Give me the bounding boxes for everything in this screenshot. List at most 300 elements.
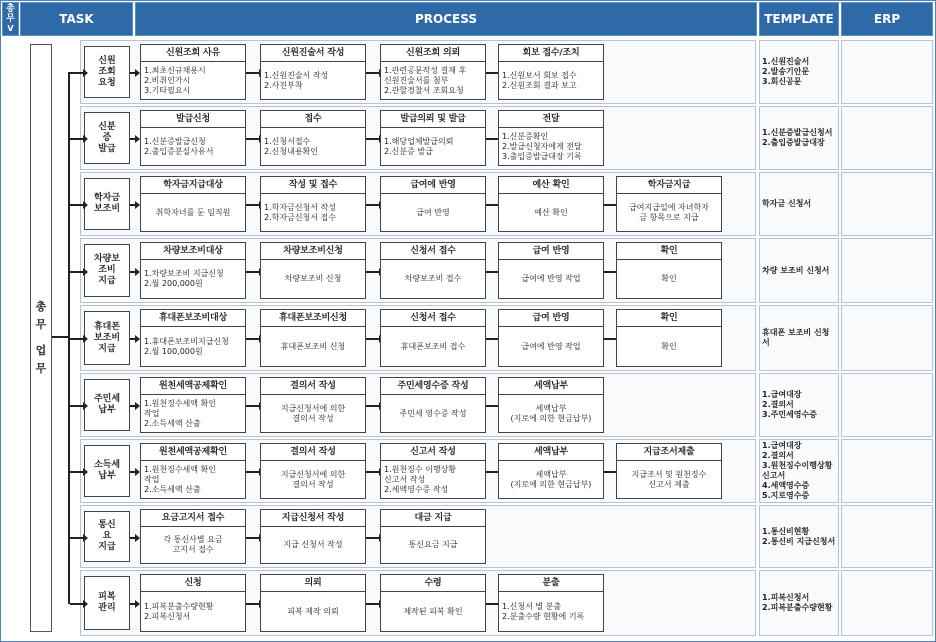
process-step (140, 574, 246, 632)
process-step-body (499, 395, 603, 432)
process-step (498, 44, 604, 100)
flow-arrow (366, 405, 380, 407)
erp-cell (841, 40, 933, 104)
erp-cell (841, 439, 933, 503)
process-step-title: 차량보조비신청 (261, 243, 365, 260)
process-step (380, 110, 486, 166)
process-step-title: 학자금지급대상 (141, 177, 245, 194)
process-step (616, 242, 722, 299)
process-step-line: 2.신분증 발급 (384, 146, 433, 156)
process-step-line: 지급신청서에 의한 (280, 469, 346, 479)
task-label-line: 보조비 (93, 204, 121, 214)
side-header-char: 무 (6, 14, 15, 24)
flow-arrow (130, 471, 136, 473)
process-step-body (381, 395, 485, 432)
process-step-line: 급여 반영 (416, 207, 450, 217)
process-step-line: 1.신원보서 회보 접수 (502, 70, 577, 80)
process-step (380, 242, 486, 299)
process-step-title: 분출 (499, 575, 603, 592)
process-step-line: 1.신청서접수 (264, 136, 311, 146)
process-step-title: 대금 지급 (381, 510, 485, 527)
process-step (380, 309, 486, 367)
process-step-body (261, 62, 365, 99)
process-step-line: 1.피복분출수량현황 (144, 601, 214, 611)
template-cell (759, 373, 839, 437)
task-label-line: 주민세 (93, 394, 121, 404)
task-label-line: 학자금 (93, 193, 121, 203)
flow-arrow (130, 603, 136, 605)
task-label-line: 차량보 (93, 254, 121, 264)
process-step-body (381, 527, 485, 563)
process-step-line: 신원진술서를 첨부 (384, 75, 449, 85)
task-branch-arrow (70, 72, 84, 74)
template-cell (759, 40, 839, 104)
process-step-body (617, 194, 721, 231)
flow-arrow (130, 72, 136, 74)
process-step (380, 574, 486, 632)
task-label-line: 피복 (98, 592, 116, 602)
process-step-line: 1.해당업체발급의뢰 (384, 136, 454, 146)
erp-cell (841, 570, 933, 636)
process-step (260, 574, 366, 632)
process-step (140, 242, 246, 299)
process-step (260, 242, 366, 299)
template-line: 1.통신비현황 (762, 526, 810, 536)
process-step-title: 접수 (261, 111, 365, 128)
process-step-title: 세액납부 (499, 378, 603, 395)
category-char: 총 (35, 300, 47, 313)
process-step-line: 2.세액영수증 작성 (384, 484, 449, 494)
task-label-line: 요 (102, 531, 112, 541)
task-branch-arrow (70, 204, 84, 206)
process-step-line: 급여에 반영 작업 (521, 274, 581, 283)
process-step-title: 신고서 작성 (381, 444, 485, 461)
process-step-line: (지로에 의한 현금납부) (510, 413, 592, 423)
process-step-line: 제작된 피복 확인 (403, 606, 463, 616)
process-step-body (499, 62, 603, 99)
process-step-line: 작업 (144, 408, 160, 418)
process-step (616, 443, 722, 499)
flow-arrow (246, 271, 260, 273)
template-line: 3.회신공문 (762, 77, 802, 86)
template-line: 휴대폰 보조비 신청서 (762, 328, 830, 347)
process-step-line: 1.휴대폰보조비지급신청 (144, 336, 229, 346)
process-step (260, 110, 366, 166)
template-line: 2.통신비 지급신청서 (762, 536, 836, 546)
process-step-line: 각 통신사별 요금 (163, 535, 223, 544)
task-label-line: 소득세 (93, 460, 121, 470)
process-step-line: 1.신분증확인 (502, 131, 549, 141)
process-step (498, 377, 604, 433)
process-step-title: 신청서 접수 (381, 310, 485, 327)
process-step-line: 취학자녀를 둔 임직원 (155, 207, 231, 217)
category-char: 무 (35, 318, 47, 331)
process-step-title: 원천세액공제확인 (141, 378, 245, 395)
process-step-body (261, 327, 365, 366)
task-branch-arrow (70, 405, 84, 407)
template-line: 학자금 신청서 (762, 199, 812, 208)
task-branch-arrow (70, 471, 84, 473)
process-step-line: 결의서 작성 (292, 413, 334, 423)
process-step (616, 176, 722, 232)
task-branch-arrow (70, 138, 84, 140)
process-step-line: 지급 신청서 작성 (283, 540, 343, 549)
process-step-body (381, 327, 485, 366)
template-cell (759, 238, 839, 303)
process-step-line: 주민세 영수증 작성 (399, 408, 467, 418)
process-step-title: 휴대폰보조비대상 (141, 310, 245, 327)
process-step-body (141, 527, 245, 563)
category-box (30, 44, 52, 632)
process-step (140, 377, 246, 433)
process-step-title: 원천세액공제확인 (141, 444, 245, 461)
process-step-line: 2.피복신청서 (144, 611, 191, 621)
erp-cell (841, 172, 933, 236)
process-step-body (141, 194, 245, 231)
task-label-line: 요청 (98, 77, 116, 88)
process-step-body (141, 62, 245, 99)
task-label-line: 지급 (98, 542, 116, 552)
process-step-title: 학자금지급 (617, 177, 721, 194)
process-step-title: 지급신청서 작성 (261, 510, 365, 527)
template-line: 1.신분증발급신청서 (762, 128, 833, 137)
process-step-body (141, 592, 245, 631)
task-box (84, 445, 130, 497)
task-box (84, 379, 130, 431)
process-step-line: 2.학자금신청서 접수 (264, 212, 336, 222)
flow-arrow (246, 537, 260, 539)
process-step-body (381, 62, 485, 99)
process-step (140, 176, 246, 232)
process-step-title: 수령 (381, 575, 485, 592)
process-step-line: 세액납부 (535, 403, 567, 413)
process-step-body (499, 327, 603, 366)
process-step-title: 확인 (617, 243, 721, 260)
process-step-line: 세액납부 (535, 469, 567, 479)
template-line: 1.피복신청서 (762, 593, 810, 602)
process-step-line: 1.관련공문작성 결재 후 (384, 65, 467, 75)
template-line: 신고서 (762, 471, 786, 480)
process-step-title: 의뢰 (261, 575, 365, 592)
category-char: 무 (35, 362, 47, 375)
process-step-body (617, 260, 721, 298)
process-step-line: 2.분출수량 현황에 기록 (502, 611, 585, 621)
task-box (84, 511, 130, 562)
process-step-body (499, 194, 603, 231)
process-step-body (381, 194, 485, 231)
process-step-line: 2.월 100,000원 (144, 346, 203, 356)
process-step-body (261, 461, 365, 498)
task-label-line: 관리 (98, 603, 116, 613)
process-step-title: 발급신청 (141, 111, 245, 128)
process-step-line: 1.최초신규채용시 (144, 65, 206, 75)
erp-cell (841, 106, 933, 170)
template-line: 3.주민세영수증 (762, 410, 817, 419)
process-step-line: 2.소득세액 산출 (144, 418, 201, 428)
task-box (84, 178, 130, 230)
task-label-line: 신원 (98, 55, 116, 66)
template-line: 2.출입증발급대장 (762, 138, 825, 147)
task-label-line: 조회 (98, 66, 116, 77)
process-step (616, 309, 722, 367)
process-step-line: 지급조서 및 원천징수 (631, 469, 707, 479)
flow-arrow (366, 72, 380, 74)
template-line: 2.결의서 (762, 400, 794, 409)
flow-arrow (366, 338, 380, 340)
process-step-line: 차량보조비 접수 (404, 274, 462, 283)
flow-arrow (246, 603, 260, 605)
process-step-body (141, 395, 245, 432)
process-step-body (261, 592, 365, 631)
process-step-title: 주민세영수증 작성 (381, 378, 485, 395)
task-label-line: 납부 (98, 471, 116, 481)
process-step-body (617, 461, 721, 498)
erp-cell (841, 238, 933, 303)
template-line: 2.결의서 (762, 451, 794, 460)
process-step-line: 고지서 접수 (172, 545, 214, 554)
process-step (260, 509, 366, 564)
process-step-line: 2.사진부착 (264, 80, 303, 90)
process-step (380, 176, 486, 232)
flow-arrow (366, 603, 380, 605)
process-step-title: 신청서 접수 (381, 243, 485, 260)
process-step-title: 예산 확인 (499, 177, 603, 194)
flow-arrow (130, 271, 136, 273)
flow-arrow (366, 138, 380, 140)
process-step-title: 전달 (499, 111, 603, 128)
process-step-line: 확인 (661, 274, 677, 283)
task-box (84, 112, 130, 164)
process-step-body (261, 194, 365, 231)
side-header-char: 총 (6, 4, 15, 14)
template-line: 2.발송기안문 (762, 67, 810, 76)
process-step-title: 확인 (617, 310, 721, 327)
process-step-line: (지로에 의한 현금납부) (510, 479, 592, 489)
template-line: 4.세액영수증 (762, 481, 810, 490)
process-step-line: 차량보조비 신청 (284, 274, 342, 283)
process-step (140, 309, 246, 367)
process-step (140, 44, 246, 100)
task-branch-arrow (70, 537, 84, 539)
process-step-body (141, 128, 245, 165)
process-step (380, 44, 486, 100)
flow-arrow (366, 471, 380, 473)
flow-arrow (246, 72, 260, 74)
template-line: 2.피복분출수량현황 (762, 603, 833, 612)
process-step (140, 509, 246, 564)
template-cell (759, 570, 839, 636)
process-step-title: 작성 및 접수 (261, 177, 365, 194)
process-step-line: 1.학자금신청서 작성 (264, 202, 336, 212)
process-step (140, 443, 246, 499)
template-line: 1.신원진술서 (762, 57, 810, 66)
flow-arrow (130, 138, 136, 140)
process-step-line: 확인 (661, 341, 677, 351)
task-header: TASK (20, 2, 133, 36)
process-step (260, 443, 366, 499)
flow-arrow (246, 471, 260, 473)
flow-arrow (130, 405, 136, 407)
process-step-body (261, 395, 365, 432)
process-step-title: 급여 반영 (499, 310, 603, 327)
task-branch-arrow (70, 338, 84, 340)
task-branch-arrow (70, 603, 84, 605)
process-step-line: 1.원천징수 이행상황 (384, 464, 456, 474)
process-step-line: 예산 확인 (534, 207, 568, 217)
process-step-line: 2.관할경찰서 조회요청 (384, 85, 464, 95)
process-step-line: 2.발급신청자에게 전달 (502, 141, 582, 151)
process-step-line: 2.출입증분실사유서 (144, 146, 214, 156)
process-step-line: 휴대폰보조비 신청 (280, 341, 346, 351)
process-step (498, 110, 604, 166)
process-step-line: 1.신분증발급신청 (144, 136, 206, 146)
process-step-line: 1.차량보조비 지급신청 (144, 269, 224, 278)
task-label-line: 증 (102, 132, 112, 143)
flow-arrow (130, 537, 136, 539)
template-cell (759, 439, 839, 503)
template-cell (759, 305, 839, 371)
process-step (380, 377, 486, 433)
process-step (260, 377, 366, 433)
process-step-body (381, 260, 485, 298)
task-box (84, 311, 130, 365)
template-header: TEMPLATE (759, 2, 839, 36)
task-box (84, 244, 130, 297)
process-step-line: 결의서 작성 (292, 479, 334, 489)
template-line: 차량 보조비 신청서 (762, 265, 830, 275)
category-char: 업 (35, 344, 47, 357)
process-step-title: 신원조회 사유 (141, 45, 245, 62)
process-step-line: 1.신원진술서 작성 (264, 70, 329, 80)
flow-arrow (246, 204, 260, 206)
process-step (380, 443, 486, 499)
process-step-body (261, 128, 365, 165)
process-step-line: 1.신청서 별 분출 (502, 601, 562, 611)
category-connector (52, 336, 68, 338)
process-step-body (141, 260, 245, 298)
process-step-line: 2.월 200,000원 (144, 279, 203, 288)
process-step-title: 발급의뢰 및 발급 (381, 111, 485, 128)
erp-cell (841, 305, 933, 371)
process-step-line: 신고서 제출 (648, 479, 690, 489)
process-step-body (381, 128, 485, 165)
process-step-line: 신고서 작성 (384, 474, 426, 484)
process-step-body (499, 128, 603, 165)
template-cell (759, 172, 839, 236)
task-label-line: 신분 (98, 121, 116, 132)
process-step-line: 1.원천징수세액 확인 (144, 398, 216, 408)
process-step-title: 회보 접수/조치 (499, 45, 603, 62)
task-box (84, 46, 130, 98)
process-step-line: 통신요금 지급 (408, 540, 458, 549)
process-step (498, 574, 604, 632)
process-step-body (499, 461, 603, 498)
flow-arrow (246, 138, 260, 140)
task-label-line: 발급 (98, 143, 116, 154)
template-cell (759, 106, 839, 170)
erp-cell (841, 505, 933, 568)
erp-header: ERP (841, 2, 933, 36)
template-line: 1.급여대장 (762, 390, 802, 399)
process-step-title: 세액납부 (499, 444, 603, 461)
process-step-body (617, 327, 721, 366)
task-label-line: 휴대폰 (93, 321, 121, 332)
process-step-title: 휴대폰보조비신청 (261, 310, 365, 327)
process-step (140, 110, 246, 166)
process-step-body (141, 327, 245, 366)
task-label-line: 지급 (98, 276, 116, 286)
task-label-line: 조비 (98, 265, 116, 275)
process-step-title: 신원진술서 작성 (261, 45, 365, 62)
process-step-line: 금 항목으로 지급 (639, 212, 699, 222)
task-branch-arrow (70, 271, 84, 273)
process-step-line: 휴대폰보조비 접수 (400, 341, 466, 351)
process-step-line: 3.기타필요시 (144, 85, 191, 95)
process-step-line: 지급신청서에 의한 (280, 403, 346, 413)
task-label-line: 납부 (98, 405, 116, 415)
process-step-body (381, 592, 485, 631)
process-step-line: 3.출입증발급대장 기록 (502, 151, 582, 161)
process-step (498, 176, 604, 232)
process-step-body (499, 260, 603, 298)
flow-arrow (366, 204, 380, 206)
process-step-body (261, 527, 365, 563)
process-step-line: 급여에 반영 작업 (521, 341, 581, 351)
task-box (84, 576, 130, 630)
process-step-line: 2.신원조회 결과 보고 (502, 80, 577, 90)
process-step-line: 2.신청내용확인 (264, 146, 319, 156)
erp-cell (841, 373, 933, 437)
side-header-arrow: V (7, 24, 14, 33)
process-step (260, 309, 366, 367)
process-step-body (499, 592, 603, 631)
process-step (260, 176, 366, 232)
process-step-body (141, 461, 245, 498)
process-step (498, 242, 604, 299)
process-step-title: 신청 (141, 575, 245, 592)
flow-arrow (130, 338, 136, 340)
flow-arrow (246, 338, 260, 340)
template-line: 5.지로영수증 (762, 491, 810, 500)
task-label-line: 통신 (98, 520, 116, 530)
task-label-line: 보조비 (93, 332, 121, 343)
process-step-title: 결의서 작성 (261, 378, 365, 395)
task-label-line: 지급 (98, 343, 116, 354)
process-step-line: 2.소득세액 산출 (144, 484, 201, 494)
side-header (2, 2, 19, 36)
process-header: PROCESS (135, 2, 757, 36)
process-step-title: 급여 반영 (499, 243, 603, 260)
process-step-title: 차량보조비대상 (141, 243, 245, 260)
process-step-line: 피복 제작 의뢰 (287, 606, 339, 616)
flow-arrow (246, 405, 260, 407)
process-step-body (381, 461, 485, 498)
process-step (260, 44, 366, 100)
process-step-body (261, 260, 365, 298)
process-step-line: 급여지급일에 자녀학자 (629, 202, 709, 212)
process-step-title: 결의서 작성 (261, 444, 365, 461)
template-line: 3.원천징수이행상황 (762, 461, 833, 470)
process-step-title: 급여에 반영 (381, 177, 485, 194)
flow-arrow (366, 271, 380, 273)
template-cell (759, 505, 839, 568)
process-step-line: 작업 (144, 474, 160, 484)
template-line: 1.급여대장 (762, 441, 802, 450)
process-step (380, 509, 486, 564)
process-step (498, 309, 604, 367)
process-step-title: 요금고지서 접수 (141, 510, 245, 527)
process-step (498, 443, 604, 499)
